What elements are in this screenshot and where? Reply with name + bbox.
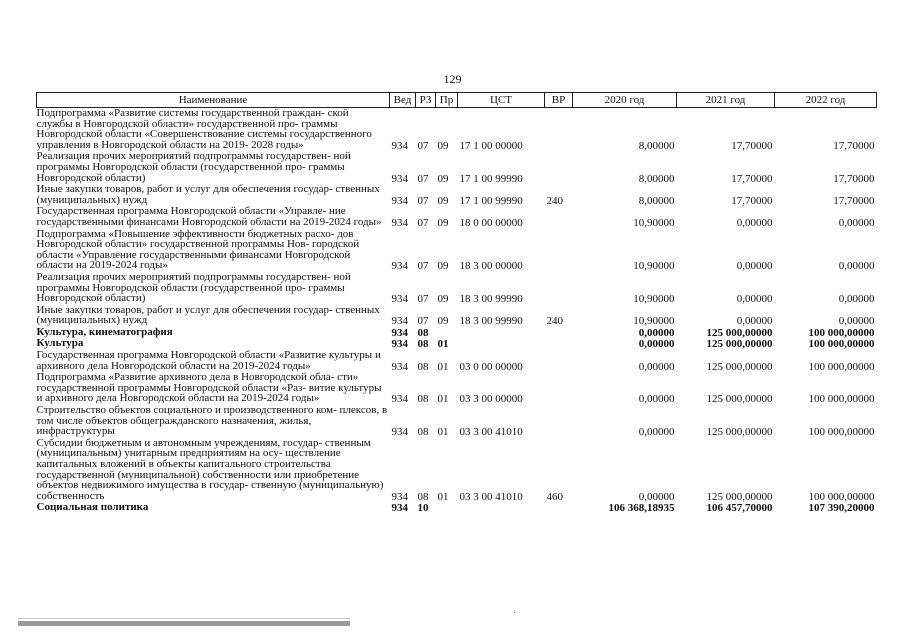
- cell-rz: 07: [417, 260, 429, 273]
- cell-ved: 934: [391, 502, 408, 515]
- cell-cst: 18 0 00 00000: [459, 216, 523, 229]
- cell-ved: 934: [391, 393, 408, 406]
- cell-ved: 934: [391, 360, 408, 373]
- header-2021: 2021 год: [677, 93, 775, 108]
- table-header: [37, 93, 877, 108]
- header-vr: ВР: [545, 93, 573, 108]
- cell-y2022: 100 000,00000: [808, 393, 875, 406]
- cell-ved: 934: [391, 216, 408, 229]
- table-row: [37, 502, 877, 514]
- table-row: [37, 405, 877, 438]
- cell-y2022: 0,00000: [838, 260, 875, 273]
- cell-vr: [545, 405, 573, 438]
- cell-rz: 08: [417, 426, 429, 439]
- cell-ved: 934: [391, 139, 408, 152]
- cell-vr: [545, 502, 573, 514]
- header-name: Наименование: [37, 93, 390, 108]
- cell-pr: [436, 502, 458, 514]
- table-row: [37, 184, 877, 206]
- cell-y2021: 125 000,00000: [706, 426, 773, 439]
- cell-cst: 17 1 00 99990: [459, 172, 523, 185]
- cell-y2020: 10,90000: [633, 216, 675, 229]
- cell-rz: 07: [417, 194, 429, 207]
- header-2020: 2020 год: [573, 93, 677, 108]
- cell-y2022: 100 000,00000: [808, 426, 875, 439]
- cell-y2021: 125 000,00000: [706, 393, 773, 406]
- scan-speck: [514, 612, 515, 613]
- cell-vr: [545, 327, 573, 339]
- cell-pr: [436, 327, 458, 339]
- cell-pr: 01: [437, 360, 449, 373]
- cell-y2022: 107 390,20000: [808, 502, 875, 515]
- cell-pr: 01: [437, 490, 449, 503]
- cell-y2021: 0,00000: [736, 216, 773, 229]
- cell-vr: 240: [546, 194, 563, 207]
- cell-y2021: 125 000,00000: [706, 338, 773, 351]
- cell-cst: [458, 338, 545, 350]
- cell-pr: 01: [437, 393, 449, 406]
- cell-pr: 01: [437, 426, 449, 439]
- cell-y2022: 0,00000: [838, 293, 875, 306]
- scan-edge-bar: [18, 621, 350, 626]
- cell-name: Государственная программа Новгородской области «Управле- ние государственными финансами Новгородской области на 2019-2024 годы»: [36, 205, 382, 228]
- cell-y2022: 100 000,00000: [808, 360, 875, 373]
- table-row: [37, 372, 877, 405]
- table-row: [37, 350, 877, 372]
- cell-name: Реализация прочих мероприятий подпрограммы государствен- ной программы Новгородской области (государственной про- граммы Новгородской области): [36, 270, 351, 305]
- cell-y2020: 8,00000: [638, 139, 675, 152]
- cell-name: Субсидии бюджетным и автономным учреждениям, государ- ственным (муниципальным) унитарным предприятиям на осу- ществление капитальных вложений в объекты капитального строительства государственной (муниципальной) собственности или приобретение объектов недвижимого имущества в государ- ственную (муниципальную) собственность: [36, 436, 384, 502]
- cell-cst: 18 3 00 00000: [459, 260, 523, 273]
- cell-ved: 934: [391, 338, 408, 351]
- cell-y2022: 100 000,00000: [808, 338, 875, 351]
- cell-pr: 09: [437, 315, 449, 328]
- cell-y2020: 106 368,18935: [608, 502, 675, 515]
- cell-name: Государственная программа Новгородской области «Развитие культуры и архивного дела Новгородской области на 2019-2024 годы»: [36, 349, 381, 372]
- cell-pr: 09: [437, 139, 449, 152]
- cell-y2022: 17,70000: [833, 172, 875, 185]
- cell-y2021: 17,70000: [731, 172, 773, 185]
- cell-vr: 240: [546, 315, 563, 328]
- cell-y2021: 125 000,00000: [706, 360, 773, 373]
- cell-vr: [545, 108, 573, 152]
- header-cst: ЦСТ: [458, 93, 545, 108]
- cell-ved: 934: [391, 172, 408, 185]
- cell-name: Подпрограмма «Повышение эффективности бюджетных расхо- дов Новгородской области» государственной программы Нов- городской области «Управление государственными финансами Новгородской области на 2019-2024 годы»: [36, 227, 360, 272]
- cell-ved: 934: [391, 490, 408, 503]
- cell-name: Иные закупки товаров, работ и услуг для обеспечения государ- ственных (муниципальных) нужд: [36, 183, 380, 206]
- table-row: [37, 229, 877, 272]
- cell-y2020: 0,00000: [638, 326, 675, 339]
- cell-vr: [545, 350, 573, 372]
- cell-y2020: 10,90000: [633, 260, 675, 273]
- cell-y2020: 8,00000: [638, 194, 675, 207]
- cell-rz: 10: [417, 502, 429, 515]
- cell-y2022: 17,70000: [833, 194, 875, 207]
- cell-rz: 08: [417, 338, 429, 351]
- cell-ved: 934: [391, 260, 408, 273]
- cell-y2020: 0,00000: [638, 338, 675, 351]
- cell-cst: 03 3 00 41010: [459, 490, 523, 503]
- table-row: [37, 272, 877, 305]
- cell-y2020: 0,00000: [638, 393, 675, 406]
- cell-vr: [545, 229, 573, 272]
- cell-y2022: 100 000,00000: [808, 326, 875, 339]
- cell-y2021: 106 457,70000: [706, 502, 773, 515]
- cell-pr: 09: [437, 260, 449, 273]
- cell-y2020: 0,00000: [638, 360, 675, 373]
- cell-rz: 07: [417, 139, 429, 152]
- header-rz: РЗ: [416, 93, 436, 108]
- table-row: [37, 206, 877, 228]
- cell-y2020: 0,00000: [638, 490, 675, 503]
- cell-name: Социальная политика: [36, 501, 149, 514]
- budget-table: [36, 92, 877, 514]
- header-2022: 2022 год: [775, 93, 877, 108]
- cell-cst: 18 3 00 99990: [459, 315, 523, 328]
- table-row: [37, 438, 877, 503]
- cell-name: Культура, кинематография: [36, 325, 173, 338]
- cell-y2022: 100 000,00000: [808, 490, 875, 503]
- cell-name: Иные закупки товаров, работ и услуг для обеспечения государ- ственных (муниципальных) нужд: [36, 303, 380, 327]
- table-row: [37, 305, 877, 327]
- cell-cst: 17 1 00 99990: [459, 194, 523, 207]
- cell-vr: [545, 338, 573, 350]
- cell-name: Реализация прочих мероприятий подпрограммы государствен- ной программы Новгородской области (государственной про- граммы Новгородской области): [36, 150, 351, 184]
- cell-name: Культура: [36, 337, 84, 350]
- cell-rz: 08: [417, 360, 429, 373]
- cell-y2022: 17,70000: [833, 139, 875, 152]
- cell-vr: [545, 272, 573, 305]
- cell-y2021: 17,70000: [731, 194, 773, 207]
- table-row: [37, 151, 877, 184]
- scan-edge-line: [18, 618, 350, 619]
- cell-vr: 460: [546, 490, 563, 503]
- cell-y2020: 10,90000: [633, 315, 675, 328]
- cell-rz: 08: [417, 326, 429, 339]
- cell-pr: 09: [437, 293, 449, 306]
- cell-y2021: 17,70000: [731, 139, 773, 152]
- cell-y2021: 0,00000: [736, 293, 773, 306]
- cell-y2021: 0,00000: [736, 315, 773, 328]
- cell-vr: [545, 206, 573, 228]
- cell-rz: 07: [417, 216, 429, 229]
- cell-y2020: 8,00000: [638, 172, 675, 185]
- page-number: 129: [443, 72, 462, 86]
- header-pr: Пр: [436, 93, 458, 108]
- cell-name: Строительство объектов социального и производственного ком- плексов, в том числе объектов общегражданского назначения, жилья, инфраструктуры: [36, 404, 388, 438]
- cell-cst: 03 0 00 00000: [459, 360, 523, 373]
- cell-cst: [458, 327, 545, 339]
- cell-pr: 09: [437, 194, 449, 207]
- cell-cst: 03 3 00 41010: [459, 426, 523, 439]
- table-row: [37, 327, 877, 339]
- cell-cst: 17 1 00 00000: [459, 139, 523, 152]
- cell-ved: 934: [391, 326, 408, 339]
- cell-rz: 07: [417, 293, 429, 306]
- cell-rz: 07: [417, 172, 429, 185]
- cell-cst: 18 3 00 99990: [459, 293, 523, 306]
- cell-pr: 01: [437, 338, 449, 351]
- cell-pr: 09: [437, 216, 449, 229]
- cell-y2022: 0,00000: [838, 315, 875, 328]
- cell-name: Подпрограмма «Развитие архивного дела в Новгородской обла- сти» государственной программы Новгородской области «Раз- витие культуры и архивного дела Новгородской области на 2019-2024 годы»: [36, 371, 382, 405]
- cell-y2022: 0,00000: [838, 216, 875, 229]
- cell-cst: [458, 502, 545, 514]
- cell-y2021: 0,00000: [736, 260, 773, 273]
- cell-ved: 934: [391, 426, 408, 439]
- cell-y2021: 125 000,00000: [706, 326, 773, 339]
- cell-rz: 08: [417, 393, 429, 406]
- cell-name: Подпрограмма «Развитие системы государственной граждан- ской службы в Новгородской области» государственной про- граммы Новгородской области «Совершенствование системы государственного управления в Новгородской области на 2019- 2028 годы»: [36, 107, 372, 151]
- table-body: [37, 108, 877, 514]
- cell-ved: 934: [391, 293, 408, 306]
- cell-y2020: 0,00000: [638, 426, 675, 439]
- table-row: [37, 108, 877, 152]
- cell-y2020: 10,90000: [633, 293, 675, 306]
- header-ved: Вед: [390, 93, 416, 108]
- cell-cst: 03 3 00 00000: [459, 393, 523, 406]
- cell-pr: 09: [437, 172, 449, 185]
- cell-rz: 07: [417, 315, 429, 328]
- cell-vr: [545, 372, 573, 405]
- cell-rz: 08: [417, 490, 429, 503]
- cell-ved: 934: [391, 194, 408, 207]
- cell-ved: 934: [391, 315, 408, 328]
- cell-vr: [545, 151, 573, 184]
- cell-y2021: 125 000,00000: [706, 490, 773, 503]
